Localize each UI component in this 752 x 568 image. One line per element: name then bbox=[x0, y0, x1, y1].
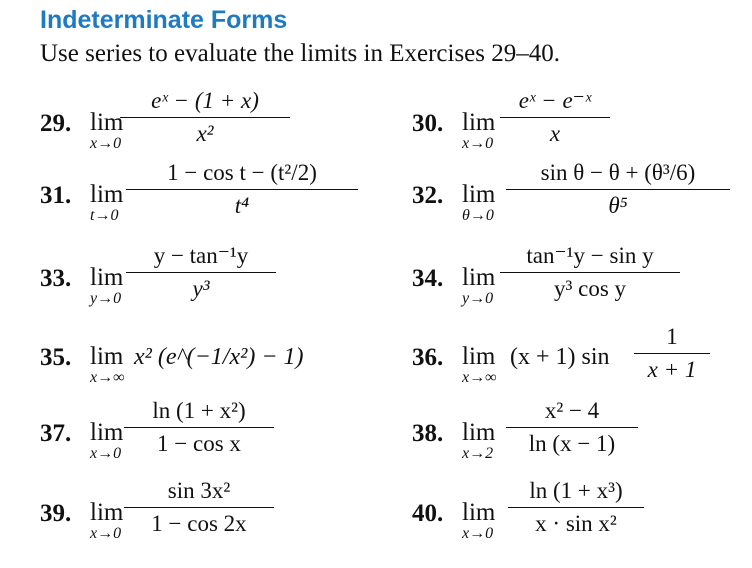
limit-operator: lim x→∞ bbox=[462, 344, 522, 386]
fraction bbox=[506, 160, 730, 219]
exercise-number: 29. bbox=[40, 110, 72, 137]
fraction bbox=[506, 398, 638, 457]
fraction-bar bbox=[500, 117, 610, 118]
limit-subscript: x→2 bbox=[462, 445, 494, 462]
fraction-bar bbox=[506, 427, 638, 428]
limit-operator: lim x→∞ bbox=[90, 344, 150, 386]
fraction bbox=[634, 324, 710, 383]
fraction-bar bbox=[120, 117, 290, 118]
numerator: sin 3x² bbox=[167, 478, 231, 503]
limit-operator: lim y→0 bbox=[90, 265, 150, 307]
denominator: 1 − cos x bbox=[157, 431, 241, 456]
fraction bbox=[124, 398, 274, 457]
exercise-number: 40. bbox=[412, 500, 444, 527]
fraction-bar bbox=[634, 353, 710, 354]
limit-subscript: x→0 bbox=[462, 525, 494, 542]
numerator: sin θ − θ + (θ³/6) bbox=[540, 160, 696, 185]
limit-subscript: x→∞ bbox=[90, 369, 125, 386]
exercise-number: 36. bbox=[412, 344, 444, 371]
denominator: x bbox=[549, 121, 561, 146]
fraction-bar bbox=[506, 189, 730, 190]
fraction bbox=[508, 478, 644, 537]
fraction-bar bbox=[508, 507, 644, 508]
denominator: y³ cos y bbox=[553, 276, 627, 301]
limit-operator: lim t→0 bbox=[90, 182, 150, 224]
limit-operator: lim y→0 bbox=[462, 265, 522, 307]
fraction-bar bbox=[126, 272, 276, 273]
fraction bbox=[500, 243, 680, 302]
limit-subscript: x→0 bbox=[90, 445, 122, 462]
denominator: ln (x − 1) bbox=[528, 431, 616, 456]
fraction bbox=[126, 160, 358, 219]
limit-operator: lim x→0 bbox=[90, 500, 150, 542]
denominator: x² bbox=[196, 121, 214, 146]
numerator: ln (1 + x²) bbox=[152, 398, 246, 423]
numerator: eˣ − (1 + x) bbox=[151, 88, 259, 113]
exercise-instructions: Use series to evaluate the limits in Exercises 29–40. bbox=[40, 40, 561, 67]
fraction bbox=[500, 88, 610, 147]
limit-subscript: y→0 bbox=[462, 290, 494, 307]
numerator: 1 − cos t − (t²/2) bbox=[167, 160, 317, 185]
limit-operator: lim x→0 bbox=[462, 500, 522, 542]
denominator: θ⁵ bbox=[608, 193, 628, 218]
limit-subscript: y→0 bbox=[90, 290, 122, 307]
limit-subscript: x→0 bbox=[90, 135, 122, 152]
limit-subscript: t→0 bbox=[90, 207, 119, 224]
numerator: y − tan⁻¹y bbox=[153, 243, 249, 268]
limit-operator: lim x→2 bbox=[462, 420, 522, 462]
exercise-number: 37. bbox=[40, 420, 72, 447]
exercise-number: 31. bbox=[40, 182, 72, 209]
limit-subscript: x→0 bbox=[462, 135, 494, 152]
fraction bbox=[120, 88, 290, 147]
denominator: t⁴ bbox=[234, 193, 250, 218]
limit-expression: (x + 1) sin bbox=[510, 344, 610, 370]
denominator: x · sin x² bbox=[535, 511, 617, 536]
limit-subscript: θ→0 bbox=[462, 207, 494, 224]
fraction bbox=[124, 478, 274, 537]
limit-operator: lim θ→0 bbox=[462, 182, 522, 224]
exercise-number: 34. bbox=[412, 265, 444, 292]
denominator: x + 1 bbox=[647, 357, 697, 382]
numerator: eˣ − e⁻ˣ bbox=[518, 88, 592, 113]
denominator: y³ bbox=[192, 276, 210, 301]
fraction-bar bbox=[126, 189, 358, 190]
limit-operator: lim x→0 bbox=[462, 110, 522, 152]
numerator: ln (1 + x³) bbox=[529, 478, 623, 503]
exercise-number: 33. bbox=[40, 265, 72, 292]
exercise-number: 35. bbox=[40, 344, 72, 371]
fraction bbox=[126, 243, 276, 302]
denominator: 1 − cos 2x bbox=[151, 511, 247, 536]
numerator: x² − 4 bbox=[544, 398, 600, 423]
exercise-number: 32. bbox=[412, 182, 444, 209]
limit-operator: lim x→0 bbox=[90, 110, 150, 152]
limit-expression: x² (e^(−1/x²) − 1) bbox=[134, 344, 304, 370]
numerator: 1 bbox=[666, 324, 678, 349]
exercise-number: 39. bbox=[40, 500, 72, 527]
exercise-number: 30. bbox=[412, 110, 444, 137]
section-title: Indeterminate Forms bbox=[40, 6, 288, 34]
limit-subscript: x→∞ bbox=[462, 369, 497, 386]
exercise-number: 38. bbox=[412, 420, 444, 447]
fraction-bar bbox=[500, 272, 680, 273]
fraction-bar bbox=[124, 507, 274, 508]
fraction-bar bbox=[124, 427, 274, 428]
numerator: tan⁻¹y − sin y bbox=[526, 243, 654, 268]
limit-subscript: x→0 bbox=[90, 525, 122, 542]
limit-operator: lim x→0 bbox=[90, 420, 150, 462]
